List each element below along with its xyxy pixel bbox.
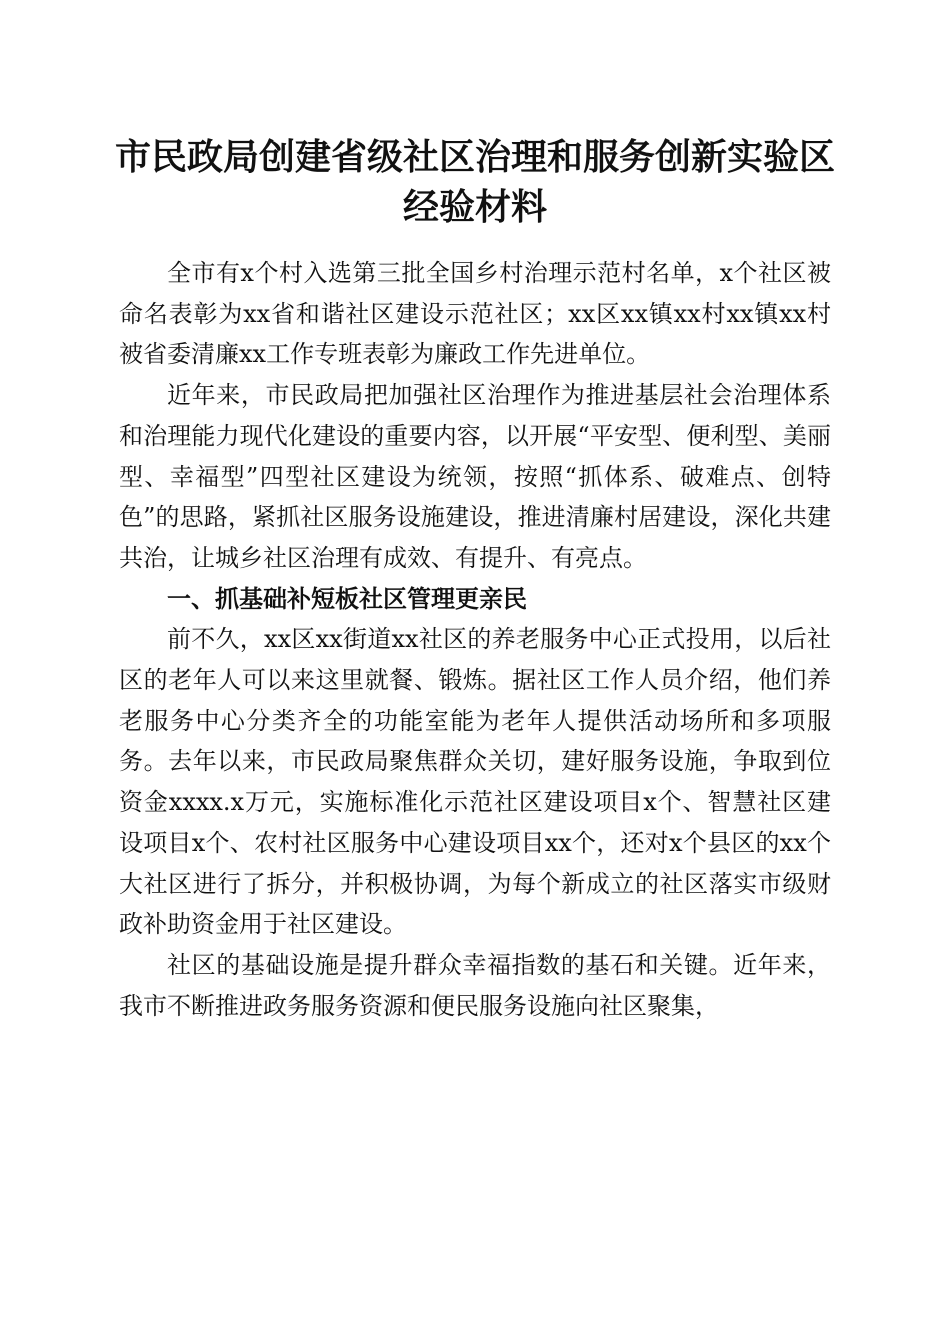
intro-paragraph-1: 全市有x个村入选第三批全国乡村治理示范村名单，x个社区被命名表彰为xx省和谐社区建设示范社区；xx区xx镇xx村xx镇xx村被省委清廉xx工作专班表彰为廉政工作先进单位。 [119,259,831,369]
section-heading-1: 一、抓基础补短板社区管理更亲民 [167,584,527,613]
title-line-1: 市民政局创建省级社区治理和服务创新实验区 [114,136,835,178]
title-line-2: 经验材料 [402,186,547,228]
document-body [119,253,831,1026]
intro-paragraph-2: 近年来，市民政局把加强社区治理作为推进基层社会治理体系和治理能力现代化建设的重要内容，以开展“平安型、便利型、美丽型、幸福型”四型社区建设为统领，按照“抓体系、破难点、创特色”的思路，紧抓社区服务设施建设，推进清廉村居建设，深化共建共治，让城乡社区治理有成效、有提升、有亮点。 [119,381,831,572]
section1-paragraph-2: 社区的基础设施是提升群众幸福指数的基石和关键。近年来，我市不断推进政务服务资源和便民服务设施向社区聚集， [119,950,831,1020]
section1-paragraph-1: 前不久，xx区xx街道xx社区的养老服务中心正式投用，以后社区的老年人可以来这里就餐、锻炼。据社区工作人员介绍，他们养老服务中心分类齐全的功能室能为老年人提供活动场所和多项服务。去年以来，市民政局聚焦群众关切，建好服务设施，争取到位资金xxxx.x万元，实施标准化示范社区建设项目x个、智慧社区建设项目x个、农村社区服务中心建设项目xx个，还对x个县区的xx个大社区进行了拆分，并积极协调，为每个新成立的社区落实市级财政补助资金用于社区建设。 [119,625,831,939]
document-title [100,132,850,232]
